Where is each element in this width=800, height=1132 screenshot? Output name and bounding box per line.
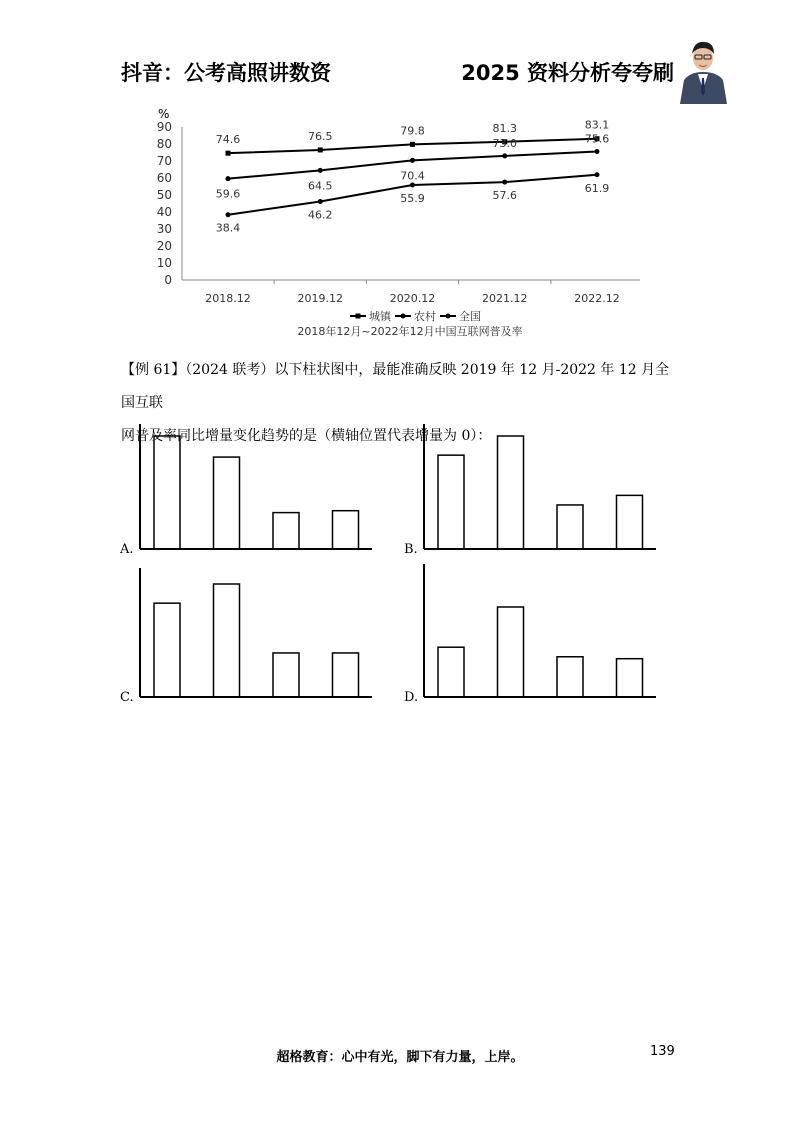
- data-point-marker: [595, 172, 600, 177]
- data-value-label: 70.4: [400, 169, 425, 183]
- data-point-marker: [318, 199, 323, 204]
- data-value-label: 46.2: [308, 208, 333, 222]
- option-bar: [498, 607, 524, 697]
- option-label: D.: [404, 690, 419, 705]
- data-point-marker: [410, 182, 415, 187]
- data-point-marker: [226, 176, 231, 181]
- legend-marker: [356, 314, 361, 319]
- data-value-label: 55.9: [400, 191, 425, 205]
- data-value-label: 59.6: [215, 187, 241, 201]
- y-tick-label: 50: [156, 188, 172, 202]
- option-chart: [119, 424, 372, 557]
- presenter-avatar: [676, 28, 731, 104]
- option-label: B.: [404, 542, 418, 557]
- legend-marker: [446, 314, 451, 319]
- data-value-label: 76.5: [308, 129, 333, 143]
- data-value-label: 83.1: [584, 118, 610, 132]
- data-value-label: 73.0: [492, 136, 517, 150]
- option-bar: [154, 436, 180, 549]
- legend-label: 农村: [414, 310, 436, 323]
- question-line-2: 网普及率同比增量变化趋势的是（横轴位置代表增量为 0）：: [121, 428, 492, 444]
- data-point-marker: [595, 149, 600, 154]
- y-tick-label: 70: [156, 154, 172, 168]
- x-tick-label: 2018.12: [205, 292, 251, 305]
- option-chart: [404, 424, 656, 557]
- y-tick-label: 10: [156, 256, 172, 270]
- option-label: A.: [120, 542, 134, 557]
- option-bar: [557, 505, 583, 549]
- data-point-marker: [226, 212, 231, 217]
- y-tick-label: 40: [156, 205, 172, 219]
- option-bar: [333, 653, 359, 697]
- legend-label: 全国: [459, 310, 481, 323]
- option-bar: [273, 513, 299, 549]
- data-value-label: 57.6: [492, 189, 517, 203]
- answer-options: [0, 410, 800, 710]
- y-tick-label: 90: [156, 120, 172, 134]
- data-value-label: 74.6: [215, 133, 241, 147]
- data-value-label: 75.6: [584, 132, 610, 146]
- x-tick-label: 2020.12: [389, 292, 436, 305]
- x-tick-label: 2021.12: [482, 292, 528, 305]
- data-point-marker: [226, 151, 231, 156]
- chart-caption: 2018年12月~2022年12月中国互联网普及率: [297, 325, 523, 338]
- option-bar: [273, 653, 299, 697]
- option-bar: [214, 457, 240, 549]
- data-value-label: 79.8: [400, 124, 425, 138]
- y-tick-label: 20: [156, 239, 172, 253]
- data-point-marker: [318, 147, 323, 152]
- data-point-marker: [410, 142, 415, 147]
- y-tick-label: 0: [164, 273, 172, 287]
- legend-marker: [401, 314, 406, 319]
- x-tick-label: 2022.12: [574, 292, 620, 305]
- data-point-marker: [502, 153, 507, 158]
- data-point-marker: [410, 158, 415, 163]
- option-bar: [557, 657, 583, 697]
- header-right-title: 2025 资料分析夸夸刷: [461, 61, 674, 85]
- option-bar: [214, 584, 240, 697]
- option-label: C.: [120, 690, 134, 705]
- y-tick-label: 30: [156, 222, 172, 236]
- option-bar: [498, 436, 524, 549]
- option-bar: [617, 659, 643, 697]
- option-bar: [154, 603, 180, 697]
- option-bar: [617, 495, 643, 549]
- data-value-label: 64.5: [308, 179, 333, 193]
- y-tick-label: 60: [156, 171, 172, 185]
- header-left-title: 抖音：公考高照讲数资: [121, 61, 331, 85]
- option-bar: [438, 455, 464, 549]
- data-value-label: 61.9: [584, 181, 610, 195]
- data-value-label: 38.4: [215, 221, 241, 235]
- option-bar: [333, 511, 359, 549]
- option-bar: [438, 647, 464, 697]
- data-point-marker: [318, 168, 323, 173]
- option-chart: [404, 564, 656, 705]
- page-number: 139: [650, 1044, 675, 1059]
- data-value-label: 81.3: [492, 121, 517, 135]
- data-point-marker: [502, 180, 507, 185]
- footer-motto: 超格教育：心中有光，脚下有力量，上岸。: [276, 1050, 524, 1065]
- y-axis-unit-label: %: [158, 107, 170, 121]
- question-line-1: 【例 61】（2024 联考）以下柱状图中，最能准确反映 2019 年 12 月-2022 年 12 月全国互联: [121, 362, 670, 411]
- option-chart: [120, 568, 372, 705]
- y-tick-label: 80: [156, 137, 172, 151]
- legend-label: 城镇: [369, 310, 391, 323]
- x-tick-label: 2019.12: [297, 292, 343, 305]
